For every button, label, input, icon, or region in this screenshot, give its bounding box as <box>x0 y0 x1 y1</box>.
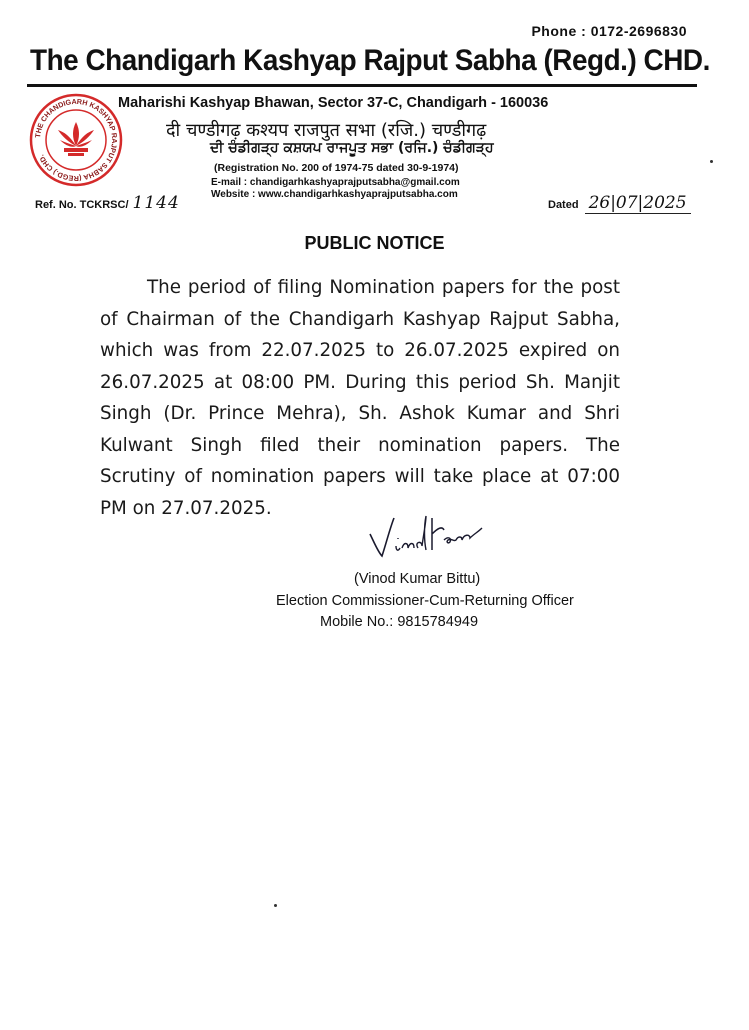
notice-body: The period of filing Nomination papers for the post of Chairman of the Chandigarh Kashyap Rajput Sabha, which was from 22.07.2025 to 26.07.2025 expired on 26.07.2025 at 08:00 PM. During this period Sh. Manjit Singh (Dr. Prince Mehra), Sh. Ashok Kumar and Shri Kulwant Singh filed their nomination papers. The Scrutiny of nomination papers will take place at 07:00 PM on 27.07.2025. <box>100 277 620 519</box>
signatory-title: Election Commissioner-Cum-Returning Officer <box>276 593 574 609</box>
registration-line: (Registration No. 200 of 1974-75 dated 30-9-1974) <box>214 162 459 174</box>
scan-speck <box>274 904 277 907</box>
address: Maharishi Kashyap Bhawan, Sector 37-C, Chandigarh - 160036 <box>118 95 549 111</box>
signatory-name: (Vinod Kumar Bittu) <box>354 571 481 587</box>
dated-label: Dated <box>548 199 579 211</box>
hindi-name: दी चण्डीगढ़ कश्यप राजपुत सभा (रजि.) चण्डीगढ़ <box>166 120 487 141</box>
ref-label: Ref. No. TCKRSC/ <box>35 199 129 211</box>
reference-number <box>35 193 180 213</box>
punjabi-name: ਦੀ ਚੰਡੀਗੜ੍ਹ ਕਸ਼ਯਪ ਰਾਜਪੂਤ ਸਭਾ (ਰਜਿ.) ਚੰਡੀਗੜ੍ਹ <box>210 140 494 156</box>
phone-number: Phone : 0172-2696830 <box>531 23 687 39</box>
organization-name: The Chandigarh Kashyap Rajput Sabha (Regd.) CHD. <box>30 44 710 77</box>
signatory-mobile: Mobile No.: 9815784949 <box>320 614 479 630</box>
signature-image <box>366 512 486 560</box>
scan-speck <box>710 160 713 163</box>
email-line: E-mail : chandigarhkashyaprajputsabha@gmail.com <box>211 177 460 188</box>
logo-ring-text: THE CHANDIGARH KASHYAP RAJPUT SABHA (REGD.) CHD. <box>33 96 120 184</box>
dated-value: 26|07|2025 <box>585 193 691 214</box>
website-line: Website : www.chandigarhkashyaprajputsabha.com <box>211 189 458 200</box>
sabha-logo-icon <box>28 92 124 188</box>
ref-value: 1144 <box>132 193 180 213</box>
notice-title: PUBLIC NOTICE <box>304 233 445 253</box>
date-block <box>548 193 691 213</box>
header-rule <box>27 84 697 87</box>
